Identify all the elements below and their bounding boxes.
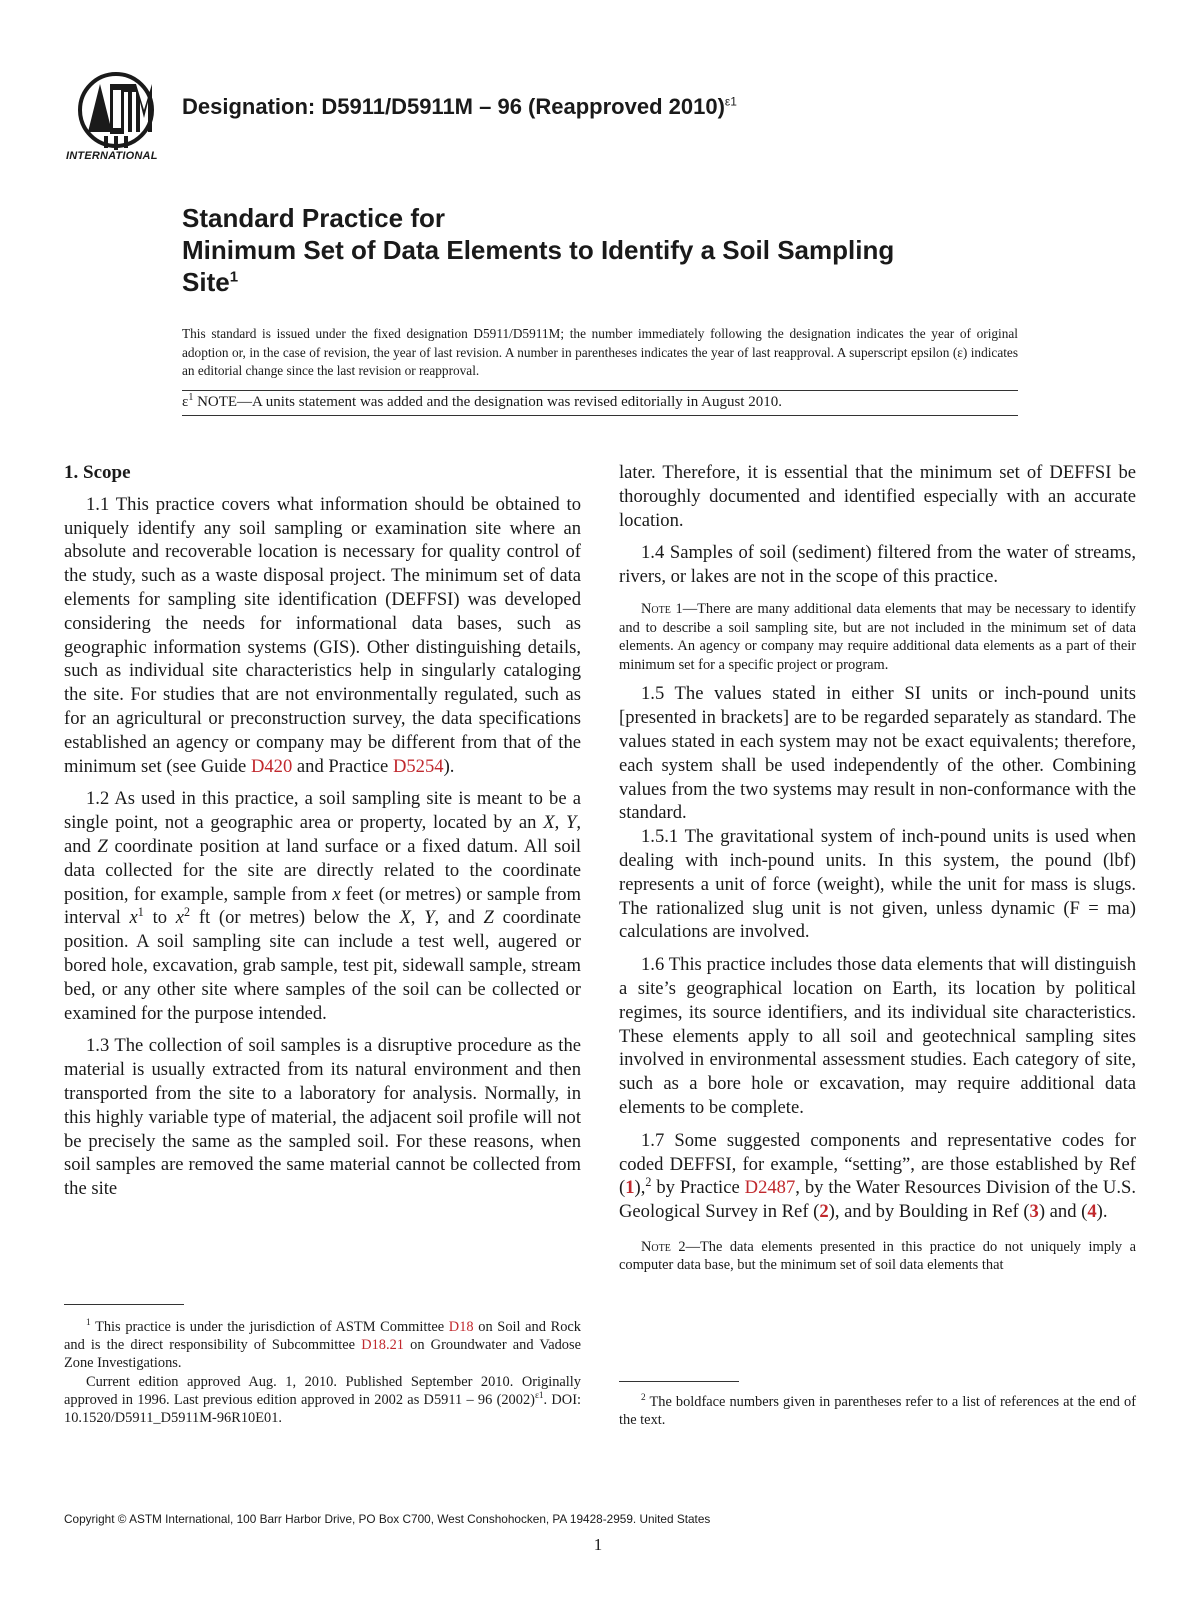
footnote-divider: [64, 1304, 184, 1305]
left-column: [64, 461, 581, 1201]
paragraph-1-3-continued: later. Therefore, it is essential that the minimum set of DEFFSI be thoroughly documented and identified especially with an accurate location.: [619, 462, 1136, 531]
footnote-divider: [619, 1381, 739, 1382]
logo-text: INTERNATIONAL: [66, 150, 158, 162]
paragraph-1-5: 1.5 The values stated in either SI units or inch-pound units [presented in brackets] are to be regarded separately as standard. The values stated in each system may not be exact equivalents; therefore, each system shall be used independently of the other. Combining values from the two systems may result in non-conformance with the standard.: [619, 683, 1136, 824]
link-d5254[interactable]: D5254: [392, 755, 444, 777]
paragraph-1-3: 1.3 The collection of soil samples is a disruptive procedure as the material is usually extracted from its natural environment and then transported from the site to a laboratory for analysis. Normally, in this highly variable type of material, the adjacent soil profile will not be precisely the same as the sampled soil. For these reasons, when soil samples are removed the same material cannot be collected from the site: [64, 1035, 581, 1200]
link-d18[interactable]: D18: [448, 1319, 474, 1335]
right-column: [619, 461, 1136, 1275]
paragraph-1-2: 1.2 As used in this practice, a soil sampling site is meant to be a single point, not a geographic area or property, located by an X, Y, and Z coordinate position at land surface or a fixed datum. All soil data collected for the site are directly related to the coordinate position, for example, sample from x feet (or metres) or sample from interval $x^1$ to $x^2$ ft (or metres) below the X, Y, and Z coordinate position. A soil sampling site can include a test well, augered or bored hole, excavation, grab sample, test pit, sidewall sample, stream bed, or any other site where samples of the soil can be collected or examined for the purpose intended.: [64, 788, 582, 1024]
ref-2[interactable]: 2: [819, 1201, 829, 1223]
title-line-2: Minimum Set of Data Elements to Identify a Soil Sampling: [182, 235, 895, 265]
footnote-2: $^2$ The boldface numbers given in parentheses refer to a list of references at the end of the text.: [619, 1393, 1136, 1429]
paragraph-1-6: 1.6 This practice includes those data elements that will distinguish a site’s geographical location on Earth, its location by political regimes, its source identifiers, and its individual site characteristics. These elements apply to all soil and geotechnical sampling sites involved in environmental assessment studies. Each category of site, such as a bore hole or excavation, may require additional data elements to be complete.: [619, 954, 1136, 1118]
copyright-line: Copyright © ASTM International, 100 Barr Harbor Drive, PO Box C700, West Conshohocken, PA 19428-2959. United States: [64, 1512, 711, 1526]
note-1: Note 1—There are many additional data elements that may be necessary to identify and to describe a soil sampling site, but are not included in the minimum set of data elements. An agency or company may require additional data elements as a part of their minimum set for a specific project or program.: [619, 600, 1136, 673]
astm-logo: [66, 70, 166, 166]
designation-text: Designation: D5911/D5911M – 96 (Reapproved 2010): [182, 94, 725, 119]
section-heading-scope: 1. Scope: [64, 462, 131, 483]
link-d420[interactable]: D420: [250, 755, 293, 777]
link-d18-21[interactable]: D18.21: [361, 1337, 404, 1354]
editorial-note: $\varepsilon^1$ NOTE—A units statement was added and the designation was revised editorially in August 2010.: [182, 392, 782, 410]
paragraph-1-1: 1.1 This practice covers what information should be obtained to uniquely identify any soil sampling or examination site where an absolute and recoverable location is necessary for quality control of the study, such as a waste disposal project. The minimum set of data elements for sampling site identification (DEFFSI) was developed considering the needs for informational data bases, such as geographic information systems (GIS). Other distinguishing details, such as individual site characteristics help in singularly cataloging the site. For studies that are not environmentally regulated, such as for an agricultural or preconstruction survey, the data specifications established an agency or company may be different from that of the minimum set (see Guide D420 and Practice D5254).: [64, 493, 581, 777]
designation: [182, 94, 737, 120]
page-title: [182, 202, 1032, 298]
page-number: 1: [593, 1535, 603, 1554]
ref-4[interactable]: 4: [1087, 1201, 1097, 1223]
designation-sup: ε1: [724, 94, 737, 109]
issuance-statement: This standard is issued under the fixed designation D5911/D5911M; the number immediately following the designation indicates the year of original adoption or, in the case of revision, the year of last revision. A number in parentheses indicates the year of last reapproval. A superscript epsilon (ε) indicates an editorial change since the last revision or reapproval.: [182, 326, 1018, 379]
footnote-1: $^1$ This practice is under the jurisdiction of ASTM Committee D18 on Soil and Rock and is the direct responsibility of Subcommittee D18.21 on Groundwater and Vadose Zone Investigations. Current edition approved Aug. 1, 2010. Published September 2010. Originally approved in 1996. Last previous edition approved in 2002 as D5911 – 96 $(2002)^{\varepsilon 1}$. DOI: 10.1520/D5911_D5911M-96R10E01.: [64, 1318, 581, 1427]
ref-1[interactable]: 1: [625, 1177, 635, 1199]
link-d2487[interactable]: D2487: [744, 1177, 796, 1199]
ref-3[interactable]: 3: [1029, 1201, 1039, 1223]
divider: [182, 415, 1018, 416]
paragraph-1-7: 1.7 Some suggested components and representative codes for coded DEFFSI, for example, “setting”, are those established by Ref (1),$^2$ by Practice D2487, by the Water Resources Division of the U.S. Geological Survey in Ref (2), and by Boulding in Ref (3) and (4).: [619, 1129, 1136, 1223]
divider: [182, 390, 1018, 391]
paragraph-1-5-1: 1.5.1 The gravitational system of inch-pound units is used when dealing with inch-pound units. In this system, the pound (lbf) represents a unit of force (weight), while the unit for mass is slugs. The rationalized slug unit is not given, unless dynamic (F = ma) calculations are involved.: [619, 826, 1136, 943]
title-line-3: Site$^1$: [182, 267, 239, 297]
paragraph-1-4: 1.4 Samples of soil (sediment) filtered from the water of streams, rivers, or lakes are not in the scope of this practice.: [619, 542, 1136, 588]
title-footnote-mark: 1: [229, 268, 239, 286]
title-line-1: Standard Practice for: [182, 203, 445, 233]
note-2: Note 2—The data elements presented in this practice do not uniquely imply a computer data base, but the minimum set of soil data elements that: [619, 1238, 1136, 1274]
